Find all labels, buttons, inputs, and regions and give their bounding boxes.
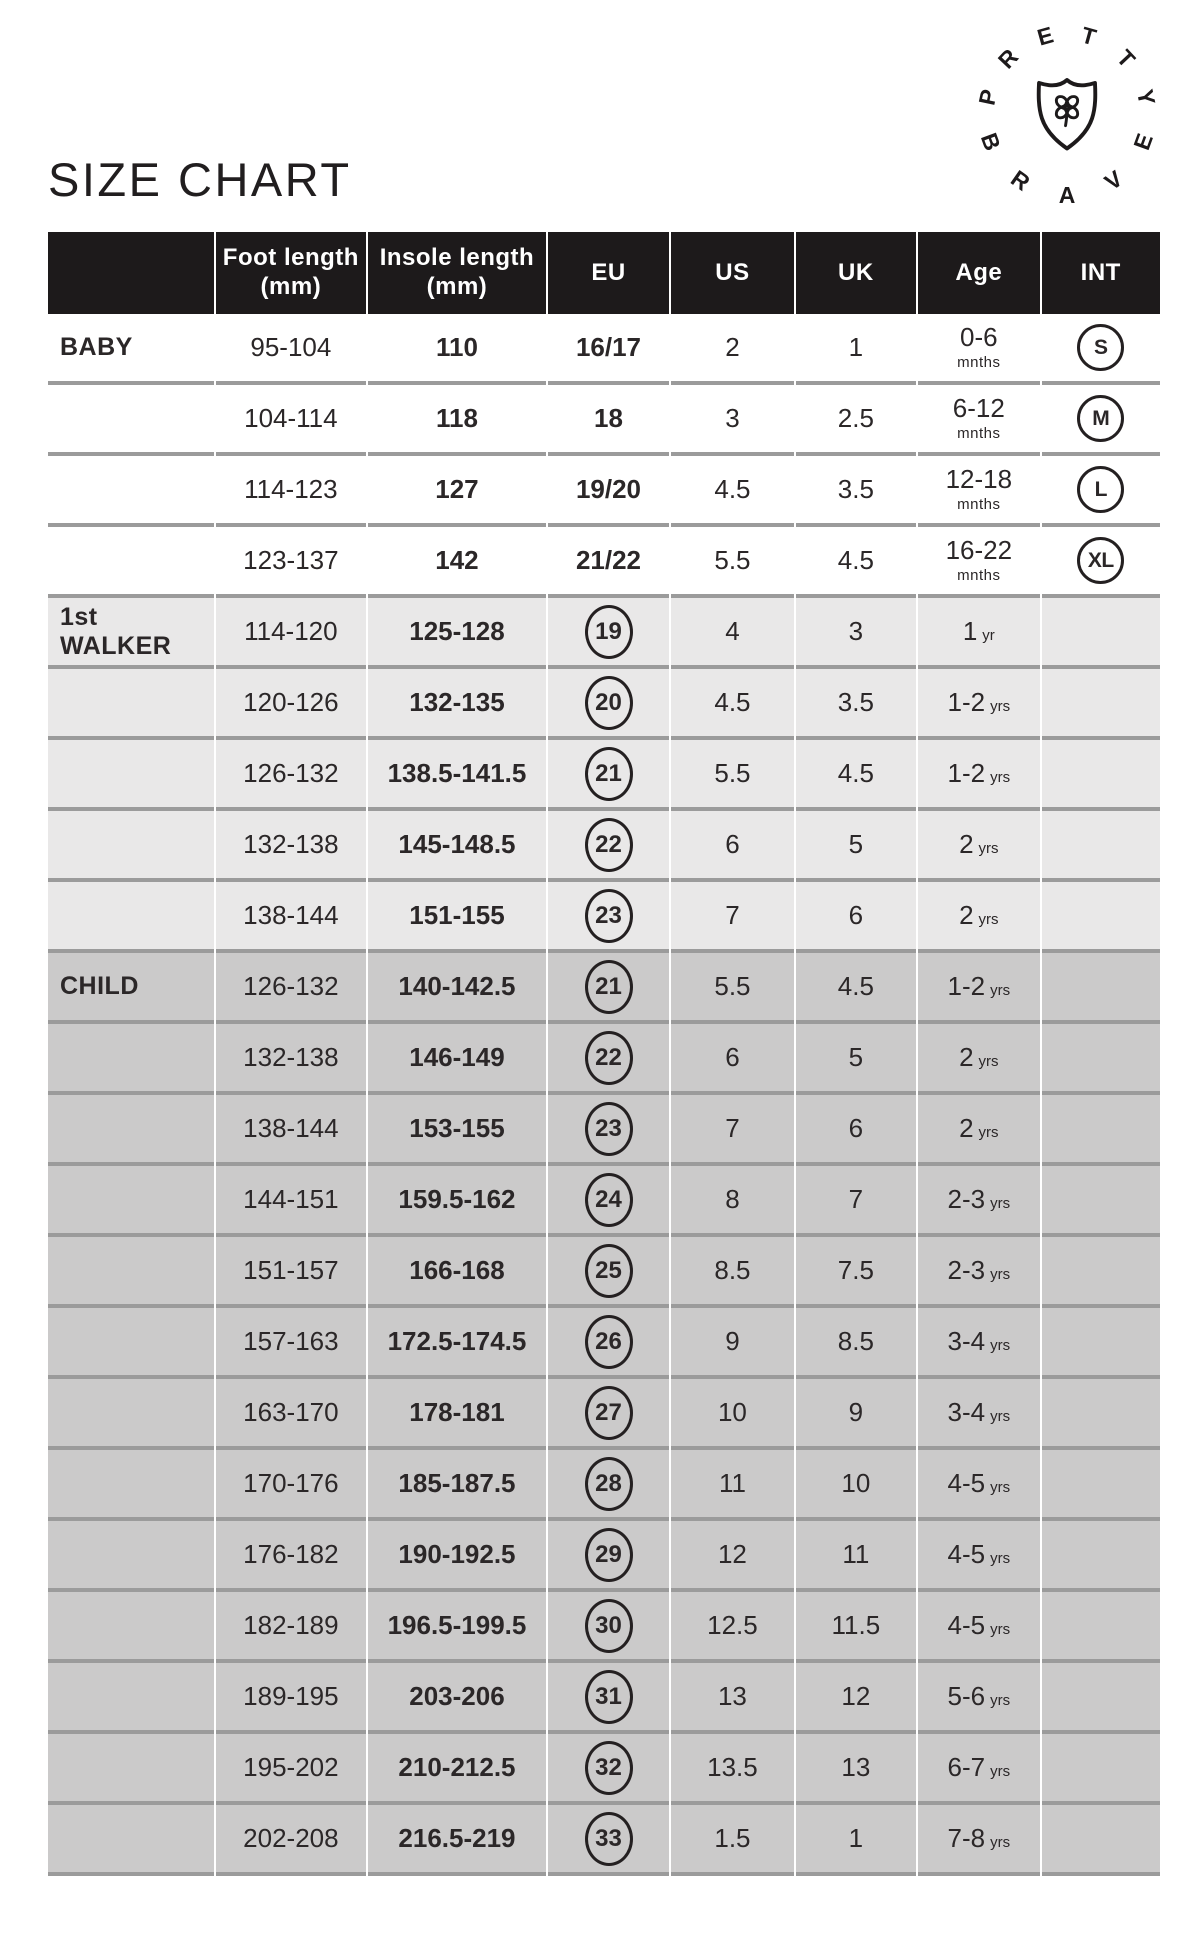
int-size-cell: [1042, 598, 1160, 669]
int-size-cell: [1042, 1592, 1160, 1663]
int-size-cell: [1042, 1521, 1160, 1592]
age-unit-label: yrs: [990, 1833, 1011, 1851]
insole-length-cell: 216.5-219: [368, 1805, 546, 1876]
age-value: 12-18: [945, 464, 1013, 495]
header-int: INT: [1042, 232, 1160, 314]
foot-length-cell: 138-144: [216, 882, 367, 953]
eu-size-badge: 23: [585, 1102, 633, 1156]
age-unit-label: yr: [982, 626, 995, 644]
eu-size-badge: 28: [585, 1457, 633, 1511]
insole-length-cell: 196.5-199.5: [368, 1592, 546, 1663]
table-row: [48, 1450, 1160, 1521]
int-size-cell: [1042, 740, 1160, 811]
age-cell: [918, 527, 1039, 598]
table-row: [48, 669, 1160, 740]
age-value: 6-12: [952, 393, 1005, 424]
header-row: [48, 232, 1160, 314]
age-cell: [918, 740, 1039, 811]
row-category-label: [48, 1734, 214, 1805]
foot-length-cell: 170-176: [216, 1450, 367, 1521]
foot-length-cell: 144-151: [216, 1166, 367, 1237]
age-cell: [918, 1237, 1039, 1308]
row-category-label: CHILD: [48, 953, 214, 1024]
int-size-cell: [1042, 456, 1160, 527]
us-size-cell: 12: [671, 1521, 793, 1592]
age-unit-label: yrs: [990, 1549, 1011, 1567]
int-size-cell: [1042, 1450, 1160, 1521]
uk-size-cell: 4.5: [796, 953, 916, 1024]
age-cell: [918, 669, 1039, 740]
uk-size-cell: 12: [796, 1663, 916, 1734]
eu-size-badge: 31: [585, 1670, 633, 1724]
age-value: 1-2: [947, 970, 986, 1001]
age-cell: [918, 1805, 1039, 1876]
insole-length-cell: 166-168: [368, 1237, 546, 1308]
eu-size-cell: [548, 669, 669, 740]
table-row: [48, 1379, 1160, 1450]
insole-length-cell: 203-206: [368, 1663, 546, 1734]
foot-length-cell: 126-132: [216, 740, 367, 811]
eu-size-cell: [548, 1095, 669, 1166]
insole-length-cell: 151-155: [368, 882, 546, 953]
us-size-cell: 4: [671, 598, 793, 669]
age-value: 1-2: [947, 757, 986, 788]
header-foot-length-line1: Foot length: [222, 244, 359, 272]
row-category-label: [48, 1805, 214, 1876]
uk-size-cell: 4.5: [796, 740, 916, 811]
eu-size-cell: [548, 953, 669, 1024]
insole-length-cell: 142: [368, 527, 546, 598]
us-size-cell: 10: [671, 1379, 793, 1450]
eu-size-badge: 27: [585, 1386, 633, 1440]
eu-size-badge: 29: [585, 1528, 633, 1582]
int-size-cell: [1042, 669, 1160, 740]
row-category-label: [48, 1024, 214, 1095]
int-size-badge: S: [1077, 324, 1124, 371]
age-value: 4-5: [947, 1467, 986, 1498]
table-row: [48, 1024, 1160, 1095]
table-row: [48, 811, 1160, 882]
eu-size-badge: 33: [585, 1812, 633, 1866]
int-size-badge: M: [1077, 395, 1124, 442]
row-category-label: [48, 811, 214, 882]
eu-size-cell: [548, 1663, 669, 1734]
age-cell: [918, 314, 1039, 385]
age-value: 3-4: [947, 1325, 986, 1356]
table-row: [48, 1592, 1160, 1663]
uk-size-cell: 3: [796, 598, 916, 669]
header-category: [48, 232, 214, 314]
insole-length-cell: 138.5-141.5: [368, 740, 546, 811]
table-row: [48, 953, 1160, 1024]
age-cell: [918, 1308, 1039, 1379]
logo-letter: E: [1128, 130, 1158, 154]
int-size-cell: [1042, 1379, 1160, 1450]
table-row: [48, 314, 1160, 385]
row-category-label: [48, 1166, 214, 1237]
int-size-cell: [1042, 1663, 1160, 1734]
int-size-cell: [1042, 1166, 1160, 1237]
uk-size-cell: 9: [796, 1379, 916, 1450]
eu-size-cell: 19/20: [548, 456, 669, 527]
foot-length-cell: 138-144: [216, 1095, 367, 1166]
insole-length-cell: 110: [368, 314, 546, 385]
eu-size-cell: [548, 1521, 669, 1592]
foot-length-cell: 189-195: [216, 1663, 367, 1734]
row-category-label: [48, 882, 214, 953]
uk-size-cell: 7.5: [796, 1237, 916, 1308]
age-value: 0-6: [960, 322, 998, 353]
table-row: [48, 527, 1160, 598]
logo-letter: A: [1058, 182, 1076, 208]
insole-length-cell: 153-155: [368, 1095, 546, 1166]
page-title: SIZE CHART: [48, 153, 352, 206]
us-size-cell: 2: [671, 314, 793, 385]
eu-size-badge: 22: [585, 1031, 633, 1085]
age-unit-label: mnths: [957, 424, 1001, 442]
insole-length-cell: 172.5-174.5: [368, 1308, 546, 1379]
us-size-cell: 9: [671, 1308, 793, 1379]
age-value: 2: [959, 828, 974, 859]
insole-length-cell: 127: [368, 456, 546, 527]
row-category-label: [48, 1663, 214, 1734]
row-category-label: 1st WALKER: [48, 598, 214, 669]
logo-letter: Y: [1131, 86, 1161, 108]
insole-length-cell: 125-128: [368, 598, 546, 669]
age-unit-label: yrs: [978, 839, 999, 857]
logo-letter: R: [992, 43, 1024, 74]
age-value: 1-2: [947, 686, 986, 717]
row-category-label: [48, 456, 214, 527]
foot-length-cell: 120-126: [216, 669, 367, 740]
age-unit-label: yrs: [990, 1478, 1011, 1496]
age-value: 6-7: [947, 1751, 986, 1782]
row-category-label: [48, 385, 214, 456]
age-value: 2: [959, 899, 974, 930]
age-cell: [918, 1095, 1039, 1166]
age-unit-label: yrs: [990, 1265, 1011, 1283]
us-size-cell: 4.5: [671, 456, 793, 527]
row-category-label: [48, 1237, 214, 1308]
foot-length-cell: 176-182: [216, 1521, 367, 1592]
header-insole-length: [368, 232, 546, 314]
int-size-cell: [1042, 1237, 1160, 1308]
table-row: [48, 1521, 1160, 1592]
insole-length-cell: 145-148.5: [368, 811, 546, 882]
age-unit-label: mnths: [957, 566, 1001, 584]
table-body: [48, 314, 1160, 1876]
age-unit-label: yrs: [990, 768, 1011, 786]
eu-size-cell: [548, 740, 669, 811]
eu-size-cell: 21/22: [548, 527, 669, 598]
eu-size-cell: [548, 1450, 669, 1521]
row-category-label: [48, 1379, 214, 1450]
insole-length-cell: 185-187.5: [368, 1450, 546, 1521]
header-foot-length-line2: (mm): [260, 273, 322, 300]
us-size-cell: 5.5: [671, 740, 793, 811]
age-unit-label: yrs: [990, 1762, 1011, 1780]
age-value: 1: [962, 615, 978, 646]
table-row: [48, 740, 1160, 811]
us-size-cell: 5.5: [671, 953, 793, 1024]
table-row: [48, 1734, 1160, 1805]
table-row: [48, 456, 1160, 527]
header-insole-length-line2: (mm): [426, 273, 488, 300]
header-uk: UK: [796, 232, 916, 314]
eu-size-cell: [548, 1805, 669, 1876]
uk-size-cell: 8.5: [796, 1308, 916, 1379]
int-size-cell: [1042, 811, 1160, 882]
age-cell: [918, 953, 1039, 1024]
insole-length-cell: 178-181: [368, 1379, 546, 1450]
header-eu: EU: [548, 232, 669, 314]
age-cell: [918, 385, 1039, 456]
age-value: 2-3: [947, 1254, 986, 1285]
age-cell: [918, 1166, 1039, 1237]
age-value: 4-5: [947, 1538, 986, 1569]
eu-size-cell: 18: [548, 385, 669, 456]
uk-size-cell: 7: [796, 1166, 916, 1237]
insole-length-cell: 146-149: [368, 1024, 546, 1095]
table-header: [48, 232, 1160, 314]
foot-length-cell: 132-138: [216, 1024, 367, 1095]
eu-size-cell: [548, 1024, 669, 1095]
age-value: 2-3: [947, 1183, 986, 1214]
us-size-cell: 13.5: [671, 1734, 793, 1805]
header-insole-length-line1: Insole length: [379, 244, 535, 272]
header-foot-length: [216, 232, 367, 314]
shield-clover-icon: [1033, 75, 1101, 153]
table-row: [48, 1805, 1160, 1876]
age-unit-label: yrs: [990, 1620, 1011, 1638]
table-row: [48, 1166, 1160, 1237]
us-size-cell: 11: [671, 1450, 793, 1521]
us-size-cell: 5.5: [671, 527, 793, 598]
us-size-cell: 6: [671, 1024, 793, 1095]
age-unit-label: yrs: [978, 1123, 999, 1141]
insole-length-cell: 132-135: [368, 669, 546, 740]
logo-letter: B: [975, 129, 1006, 154]
foot-length-cell: 114-120: [216, 598, 367, 669]
age-cell: [918, 811, 1039, 882]
age-value: 3-4: [947, 1396, 986, 1427]
uk-size-cell: 5: [796, 1024, 916, 1095]
foot-length-cell: 95-104: [216, 314, 367, 385]
age-value: 4-5: [947, 1609, 986, 1640]
uk-size-cell: 5: [796, 811, 916, 882]
row-category-label: [48, 1308, 214, 1379]
int-size-cell: [1042, 527, 1160, 598]
uk-size-cell: 3.5: [796, 669, 916, 740]
age-unit-label: yrs: [990, 981, 1011, 999]
row-category-label: [48, 669, 214, 740]
uk-size-cell: 11.5: [796, 1592, 916, 1663]
eu-size-badge: 19: [585, 605, 633, 659]
age-unit-label: yrs: [990, 1336, 1011, 1354]
us-size-cell: 13: [671, 1663, 793, 1734]
age-cell: [918, 1663, 1039, 1734]
age-value: 7-8: [947, 1822, 986, 1853]
age-unit-label: yrs: [978, 910, 999, 928]
table-row: [48, 1237, 1160, 1308]
eu-size-cell: [548, 1734, 669, 1805]
age-unit-label: yrs: [990, 1691, 1011, 1709]
us-size-cell: 8.5: [671, 1237, 793, 1308]
age-unit-label: yrs: [990, 697, 1011, 715]
us-size-cell: 3: [671, 385, 793, 456]
row-category-label: [48, 1095, 214, 1166]
foot-length-cell: 157-163: [216, 1308, 367, 1379]
logo-letter: V: [1099, 165, 1128, 196]
eu-size-cell: [548, 882, 669, 953]
age-cell: [918, 1450, 1039, 1521]
size-chart-table: [46, 232, 1162, 1876]
int-size-cell: [1042, 1095, 1160, 1166]
us-size-cell: 4.5: [671, 669, 793, 740]
eu-size-cell: 16/17: [548, 314, 669, 385]
int-size-cell: [1042, 953, 1160, 1024]
eu-size-badge: 22: [585, 818, 633, 872]
eu-size-cell: [548, 1237, 669, 1308]
uk-size-cell: 1: [796, 1805, 916, 1876]
logo-letter: T: [1078, 21, 1100, 51]
int-size-badge: XL: [1077, 537, 1124, 584]
age-unit-label: yrs: [990, 1407, 1011, 1425]
insole-length-cell: 140-142.5: [368, 953, 546, 1024]
table-row: [48, 1663, 1160, 1734]
int-size-cell: [1042, 1805, 1160, 1876]
table-row: [48, 1095, 1160, 1166]
table-row: [48, 598, 1160, 669]
int-size-cell: [1042, 882, 1160, 953]
logo-letter: T: [1111, 44, 1141, 73]
foot-length-cell: 182-189: [216, 1592, 367, 1663]
age-cell: [918, 598, 1039, 669]
row-category-label: [48, 1521, 214, 1592]
int-size-cell: [1042, 1734, 1160, 1805]
uk-size-cell: 3.5: [796, 456, 916, 527]
row-category-label: [48, 740, 214, 811]
eu-size-badge: 21: [585, 747, 633, 801]
eu-size-cell: [548, 1166, 669, 1237]
eu-size-cell: [548, 1308, 669, 1379]
row-category-label: [48, 527, 214, 598]
us-size-cell: 6: [671, 811, 793, 882]
uk-size-cell: 6: [796, 882, 916, 953]
age-cell: [918, 456, 1039, 527]
age-cell: [918, 882, 1039, 953]
age-unit-label: yrs: [978, 1052, 999, 1070]
table-row: [48, 385, 1160, 456]
us-size-cell: 8: [671, 1166, 793, 1237]
eu-size-badge: 20: [585, 676, 633, 730]
row-category-label: BABY: [48, 314, 214, 385]
insole-length-cell: 118: [368, 385, 546, 456]
eu-size-badge: 25: [585, 1244, 633, 1298]
foot-length-cell: 202-208: [216, 1805, 367, 1876]
foot-length-cell: 195-202: [216, 1734, 367, 1805]
uk-size-cell: 11: [796, 1521, 916, 1592]
eu-size-cell: [548, 598, 669, 669]
age-unit-label: mnths: [957, 353, 1001, 371]
age-cell: [918, 1379, 1039, 1450]
table-row: [48, 882, 1160, 953]
eu-size-badge: 32: [585, 1741, 633, 1795]
us-size-cell: 7: [671, 882, 793, 953]
eu-size-badge: 23: [585, 889, 633, 943]
uk-size-cell: 6: [796, 1095, 916, 1166]
uk-size-cell: 1: [796, 314, 916, 385]
foot-length-cell: 163-170: [216, 1379, 367, 1450]
foot-length-cell: 126-132: [216, 953, 367, 1024]
row-category-label: [48, 1450, 214, 1521]
row-category-label: [48, 1592, 214, 1663]
age-unit-label: mnths: [957, 495, 1001, 513]
uk-size-cell: 13: [796, 1734, 916, 1805]
eu-size-cell: [548, 811, 669, 882]
eu-size-cell: [548, 1379, 669, 1450]
age-value: 5-6: [947, 1680, 986, 1711]
eu-size-badge: 21: [585, 960, 633, 1014]
insole-length-cell: 210-212.5: [368, 1734, 546, 1805]
eu-size-badge: 24: [585, 1173, 633, 1227]
foot-length-cell: 104-114: [216, 385, 367, 456]
insole-length-cell: 159.5-162: [368, 1166, 546, 1237]
age-unit-label: yrs: [990, 1194, 1011, 1212]
int-size-cell: [1042, 1308, 1160, 1379]
age-value: 2: [959, 1112, 974, 1143]
foot-length-cell: 132-138: [216, 811, 367, 882]
header-us: US: [671, 232, 793, 314]
age-cell: [918, 1592, 1039, 1663]
age-value: 2: [959, 1041, 974, 1072]
foot-length-cell: 123-137: [216, 527, 367, 598]
logo-letter: E: [1034, 21, 1057, 51]
logo-letter: R: [1006, 164, 1035, 196]
foot-length-cell: 114-123: [216, 456, 367, 527]
header-age: Age: [918, 232, 1039, 314]
uk-size-cell: 4.5: [796, 527, 916, 598]
foot-length-cell: 151-157: [216, 1237, 367, 1308]
eu-size-badge: 26: [585, 1315, 633, 1369]
int-size-badge: L: [1077, 466, 1124, 513]
int-size-cell: [1042, 314, 1160, 385]
logo-letter: P: [973, 86, 1003, 108]
us-size-cell: 7: [671, 1095, 793, 1166]
age-value: 16-22: [945, 535, 1013, 566]
uk-size-cell: 10: [796, 1450, 916, 1521]
age-cell: [918, 1521, 1039, 1592]
us-size-cell: 12.5: [671, 1592, 793, 1663]
eu-size-badge: 30: [585, 1599, 633, 1653]
int-size-cell: [1042, 1024, 1160, 1095]
table-row: [48, 1308, 1160, 1379]
uk-size-cell: 2.5: [796, 385, 916, 456]
age-cell: [918, 1024, 1039, 1095]
int-size-cell: [1042, 385, 1160, 456]
us-size-cell: 1.5: [671, 1805, 793, 1876]
age-cell: [918, 1734, 1039, 1805]
insole-length-cell: 190-192.5: [368, 1521, 546, 1592]
pretty-brave-logo: [965, 8, 1169, 220]
eu-size-cell: [548, 1592, 669, 1663]
